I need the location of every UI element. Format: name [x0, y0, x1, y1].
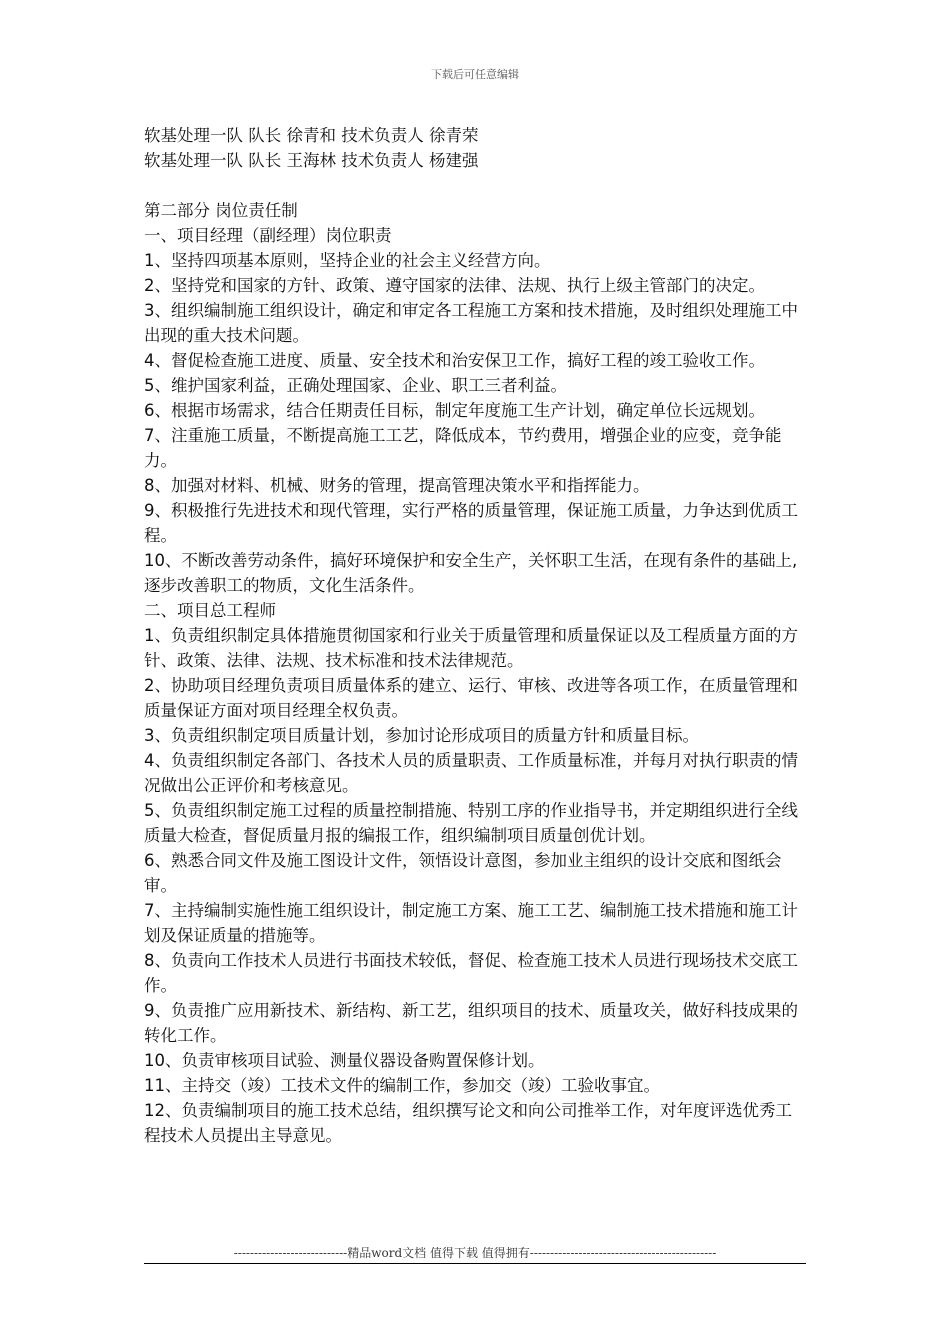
part1-heading: 一、项目经理（副经理）岗位职责	[144, 226, 392, 245]
document-body	[144, 123, 806, 1148]
duty-item: 6、根据市场需求，结合任期责任目标，制定年度施工生产计划，确定单位长远规划。	[144, 401, 765, 420]
duty-item: 6、熟悉合同文件及施工图设计文件，领悟设计意图，参加业主组织的设计交底和图纸会审。	[144, 851, 782, 895]
team-line: 软基处理一队 队长 徐青和 技术负责人 徐青荣	[144, 126, 479, 145]
footer-text: ----------------------------精品word文档 值得下载 值得拥有----------------------------------------------	[233, 1246, 717, 1260]
duty-item: 12、负责编制项目的施工技术总结，组织撰写论文和向公司推举工作，对年度评选优秀工程技术人员提出主导意见。	[144, 1101, 792, 1145]
duty-item: 10、不断改善劳动条件，搞好环境保护和安全生产，关怀职工生活，在现有条件的基础上,逐步改善职工的物质，文化生活条件。	[144, 551, 798, 595]
duty-item: 9、负责推广应用新技术、新结构、新工艺，组织项目的技术、质量攻关，做好科技成果的转化工作。	[144, 1001, 798, 1045]
part1-duty-list	[144, 248, 806, 598]
duty-item: 3、负责组织制定项目质量计划，参加讨论形成项目的质量方针和质量目标。	[144, 726, 699, 745]
team-line: 软基处理一队 队长 王海林 技术负责人 杨建强	[144, 151, 479, 170]
duty-item: 10、负责审核项目试验、测量仪器设备购置保修计划。	[144, 1051, 545, 1070]
duty-item: 11、主持交（竣）工技术文件的编制工作，参加交（竣）工验收事宜。	[144, 1076, 660, 1095]
duty-item: 7、主持编制实施性施工组织设计，制定施工方案、施工工艺、编制施工技术措施和施工计划及保证质量的措施等。	[144, 901, 798, 945]
section-title: 第二部分 岗位责任制	[144, 201, 298, 220]
duty-item: 8、负责向工作技术人员进行书面技术较低，督促、检查施工技术人员进行现场技术交底工作。	[144, 951, 798, 995]
page-header-note: 下载后可任意编辑	[431, 68, 519, 81]
duty-item: 5、负责组织制定施工过程的质量控制措施、特别工序的作业指导书，并定期组织进行全线质量大检查，督促质量月报的编报工作，组织编制项目质量创优计划。	[144, 801, 798, 845]
duty-item: 8、加强对材料、机械、财务的管理，提高管理决策水平和指挥能力。	[144, 476, 650, 495]
duty-item: 4、督促检查施工进度、质量、安全技术和治安保卫工作，搞好工程的竣工验收工作。	[144, 351, 765, 370]
duty-item: 7、注重施工质量，不断提高施工工艺，降低成本，节约费用，增强企业的应变，竞争能力。	[144, 426, 782, 470]
part2-heading: 二、项目总工程师	[144, 601, 276, 620]
blank-line	[144, 173, 806, 198]
duty-item: 1、坚持四项基本原则，坚持企业的社会主义经营方向。	[144, 251, 551, 270]
duty-item: 3、组织编制施工组织设计，确定和审定各工程施工方案和技术措施，及时组织处理施工中出现的重大技术问题。	[144, 301, 798, 345]
duty-item: 9、积极推行先进技术和现代管理，实行严格的质量管理，保证施工质量，力争达到优质工程。	[144, 501, 798, 545]
duty-item: 1、负责组织制定具体措施贯彻国家和行业关于质量管理和质量保证以及工程质量方面的方针、政策、法律、法规、技术标准和技术法律规范。	[144, 626, 798, 670]
duty-item: 2、坚持党和国家的方针、政策、遵守国家的法律、法规、执行上级主管部门的决定。	[144, 276, 765, 295]
part2-duty-list	[144, 623, 806, 1148]
duty-item: 5、维护国家利益，正确处理国家、企业、职工三者利益。	[144, 376, 567, 395]
duty-item: 4、负责组织制定各部门、各技术人员的质量职责、工作质量标准，并每月对执行职责的情况做出公正评价和考核意见。	[144, 751, 798, 795]
footer-divider	[144, 1263, 806, 1264]
duty-item: 2、协助项目经理负责项目质量体系的建立、运行、审核、改进等各项工作，在质量管理和质量保证方面对项目经理全权负责。	[144, 676, 798, 720]
